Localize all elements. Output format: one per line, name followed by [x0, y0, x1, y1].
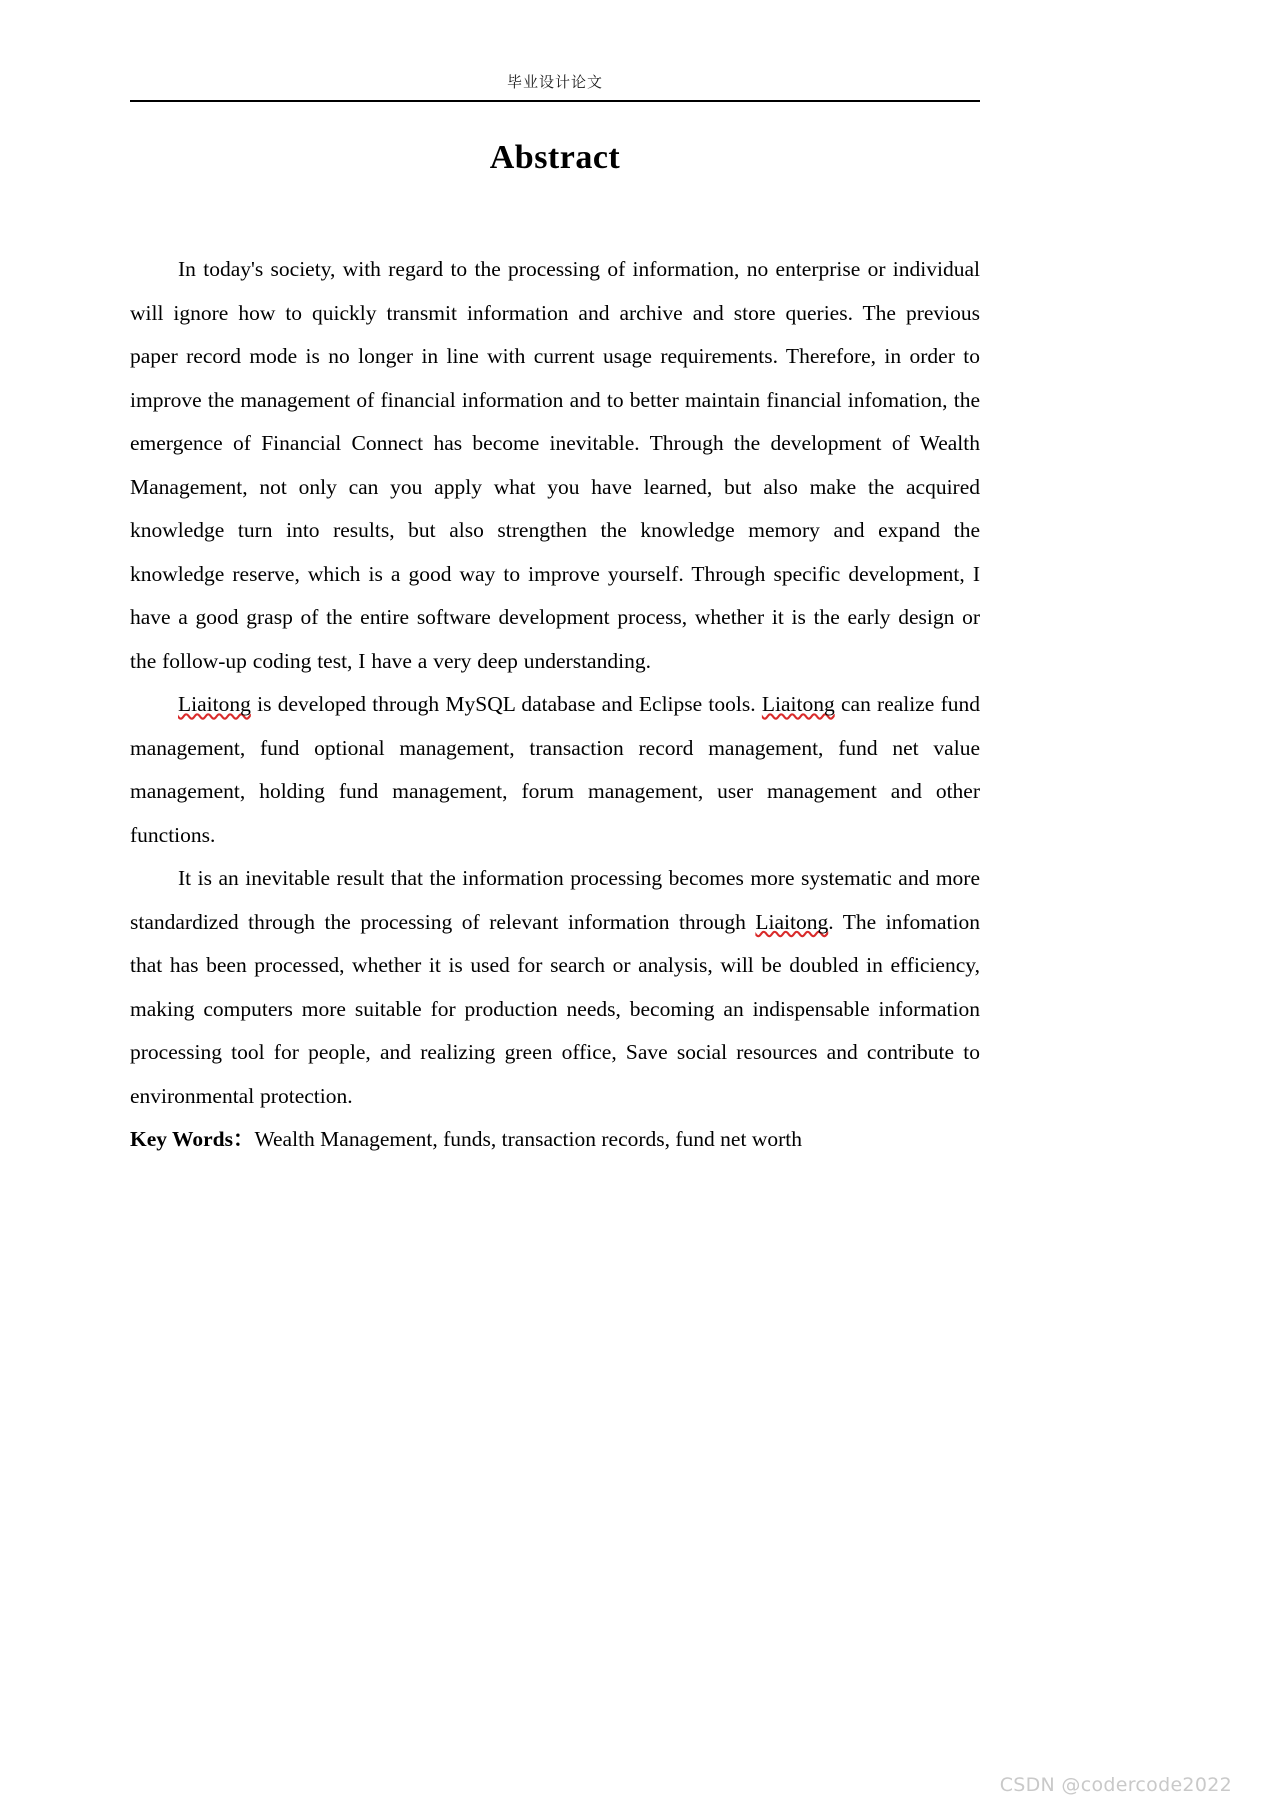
abstract-body — [130, 248, 980, 1162]
paragraph-3-suffix-text: . The infomation that has been processed, whether it is used for search or analysis, will be doubled in efficiency, making computers more suitable for production needs, becoming an indispensable information processing tool for people, and realizing green office, Save social resources and contribute to environmental protection. — [130, 909, 980, 1108]
header-divider-rule — [130, 100, 980, 102]
page-title: Abstract — [489, 139, 621, 176]
abstract-paragraph-1: In today's society, with regard to the processing of information, no enterprise or individual will ignore how to quickly transmit information and archive and store queries. The previous paper record mode is no longer in line with current usage requirements. Therefore, in order to improve the management of financial information and to better maintain financial infomation, the emergence of Financial Connect has become inevitable. Through the development of Wealth Management, not only can you apply what you have learned, but also make the acquired knowledge turn into results, but also strengthen the knowledge memory and expand the knowledge reserve, which is a good way to improve yourself. Through specific development, I have a good grasp of the entire software development process, whether it is the early design or the follow-up coding test, I have a very deep understanding. — [130, 257, 980, 673]
running-head-text: 毕业设计论文 — [506, 73, 603, 91]
paragraph-2-suffix-text: can realize fund management, fund optional management, transaction record management, fund net value management, holding fund management, forum management, user management and other functions. — [130, 692, 980, 847]
misspelled-word-liaitong-2: Liaitong — [761, 692, 835, 716]
keywords-value: Wealth Management, funds, transaction records, fund net worth — [254, 1127, 802, 1151]
misspelled-word-liaitong-3: Liaitong — [755, 909, 829, 934]
paragraph-3-prefix-text: It is an inevitable result that the information processing becomes more systematic and more standardized through the processing of relevant information through — [130, 866, 980, 934]
paragraph-2-middle-text: is developed through MySQL database and Eclipse tools. — [250, 692, 762, 716]
keywords-label: Key Words： — [130, 1127, 255, 1151]
abstract-paragraph-3 — [130, 857, 980, 1118]
keywords-line — [130, 1118, 980, 1162]
watermark-text: CSDN @codercode2022 — [999, 1774, 1232, 1796]
page-header — [130, 72, 980, 102]
misspelled-word-liaitong-1: Liaitong — [178, 692, 251, 716]
abstract-paragraph-2 — [130, 683, 980, 857]
